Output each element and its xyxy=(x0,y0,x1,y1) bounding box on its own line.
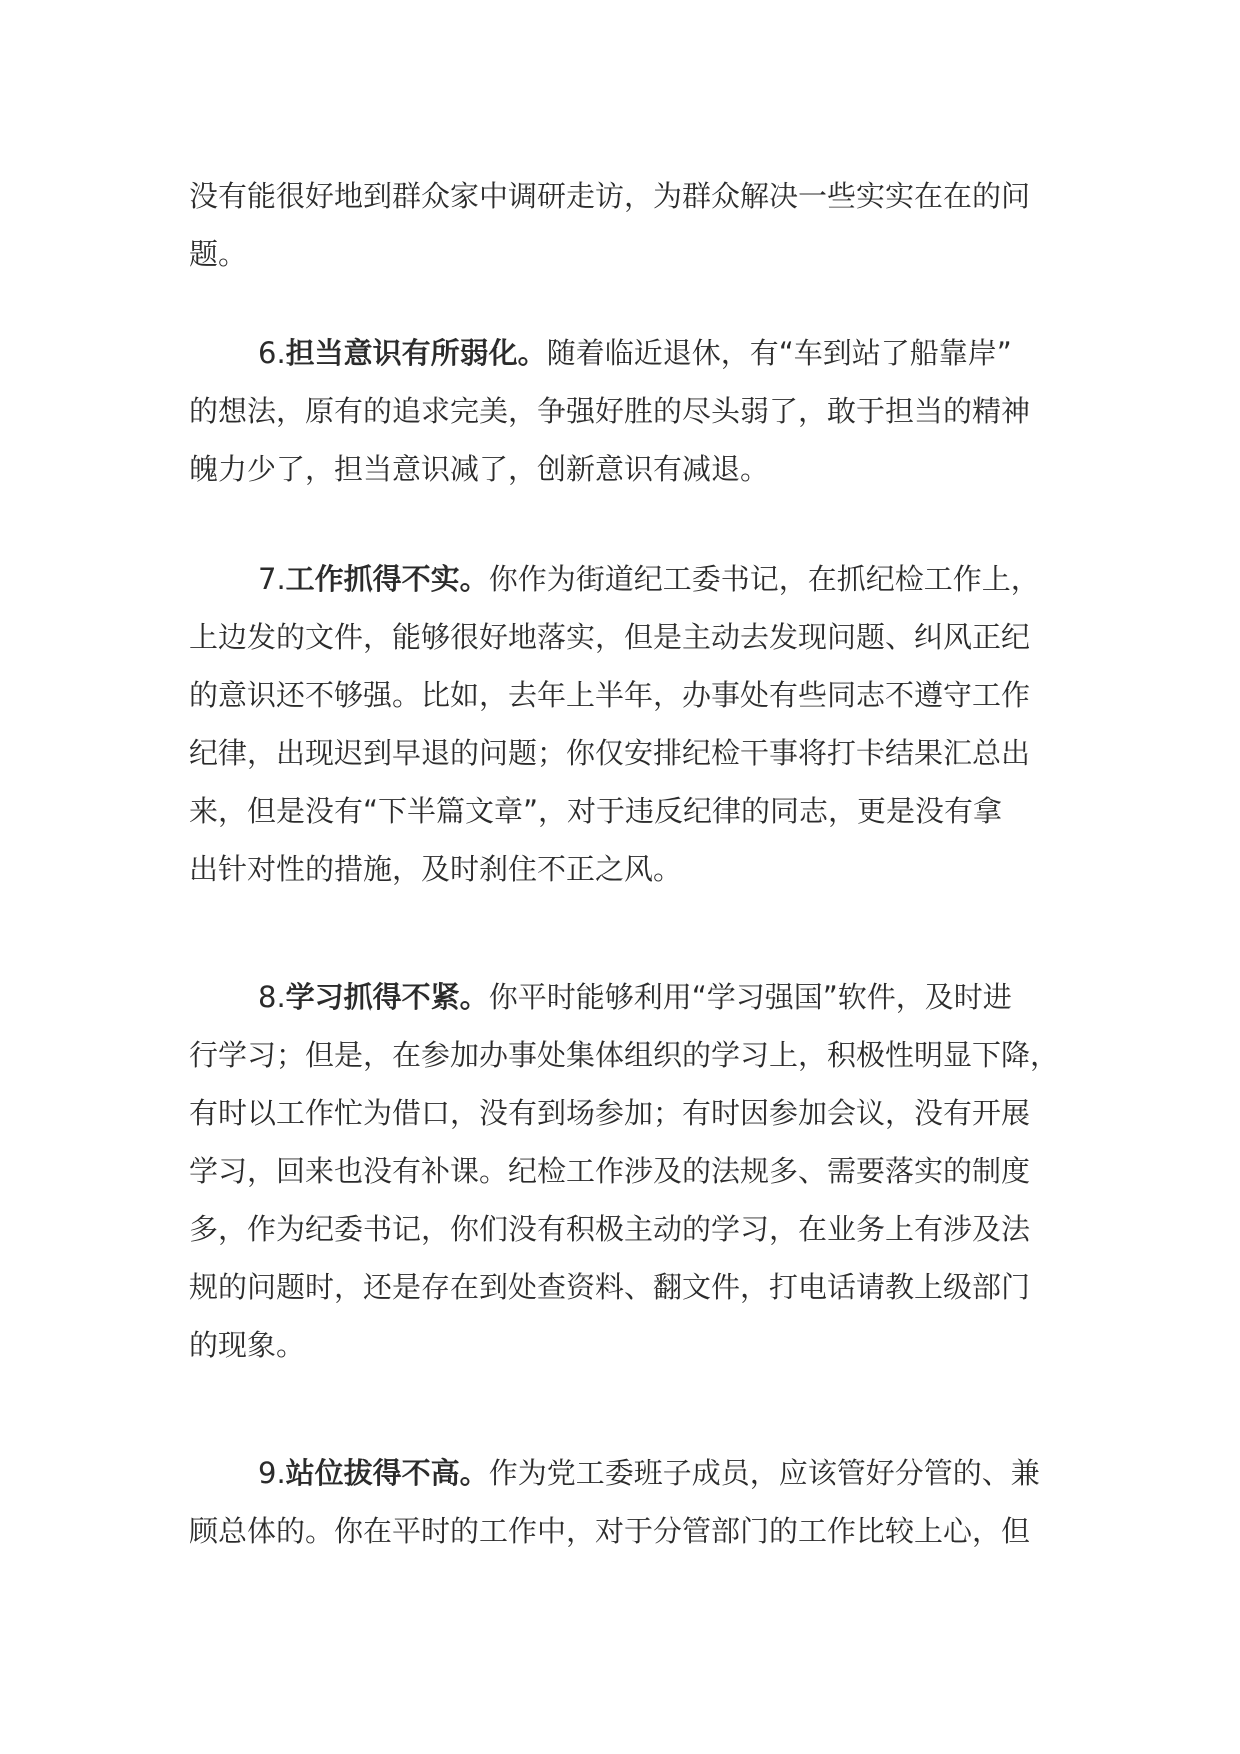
paragraph-line: 没有能很好地到群众家中调研走访，为群众解决一些实实在在的问 xyxy=(189,179,1031,213)
item-number: 9. xyxy=(258,1456,286,1490)
paragraph-line: 的现象。 xyxy=(189,1328,306,1362)
item-number: 7. xyxy=(258,562,286,596)
paragraph-line: 魄力少了，担当意识减了，创新意识有减退。 xyxy=(189,452,770,486)
paragraph-line: 出针对性的措施，及时刹住不正之风。 xyxy=(189,852,683,886)
paragraph-line: 纪律，出现迟到早退的问题；你仅安排纪检干事将打卡结果汇总出 xyxy=(189,736,1031,770)
item-heading: 工作抓得不实。 xyxy=(285,562,489,596)
first-line-text: 你平时能够利用“学习强国”软件，及时进 xyxy=(488,980,1012,1014)
paragraph-line: 行学习；但是，在参加办事处集体组织的学习上，积极性明显下降， xyxy=(189,1038,1060,1072)
paragraph-line: 学习，回来也没有补课。纪检工作涉及的法规多、需要落实的制度 xyxy=(189,1154,1031,1188)
item-heading: 站位拔得不高。 xyxy=(285,1456,489,1490)
paragraph-line: 上边发的文件，能够很好地落实，但是主动去发现问题、纠风正纪 xyxy=(189,620,1031,654)
paragraph-first-line xyxy=(258,977,1012,1017)
paragraph-first-line xyxy=(258,1453,1040,1493)
paragraph-line: 的意识还不够强。比如，去年上半年，办事处有些同志不遵守工作 xyxy=(189,678,1031,712)
paragraph-line: 规的问题时，还是存在到处查资料、翻文件，打电话请教上级部门 xyxy=(189,1270,1031,1304)
paragraph-first-line xyxy=(258,559,1040,599)
paragraph-line: 题。 xyxy=(189,237,248,271)
paragraph-line: 顾总体的。你在平时的工作中，对于分管部门的工作比较上心，但 xyxy=(189,1514,1031,1548)
item-number: 8. xyxy=(258,980,286,1014)
item-heading: 担当意识有所弱化。 xyxy=(285,336,547,370)
paragraph-line: 来，但是没有“下半篇文章”，对于违反纪律的同志，更是没有拿 xyxy=(189,794,1003,828)
first-line-text: 随着临近退休，有“车到站了船靠岸” xyxy=(546,336,1012,370)
paragraph-line: 多，作为纪委书记，你们没有积极主动的学习，在业务上有涉及法 xyxy=(189,1212,1031,1246)
paragraph-line: 有时以工作忙为借口，没有到场参加；有时因参加会议，没有开展 xyxy=(189,1096,1031,1130)
first-line-text: 作为党工委班子成员，应该管好分管的、兼 xyxy=(488,1456,1040,1490)
first-line-text: 你作为街道纪工委书记，在抓纪检工作上， xyxy=(488,562,1040,596)
item-heading: 学习抓得不紧。 xyxy=(285,980,489,1014)
paragraph-line: 的想法，原有的追求完美，争强好胜的尽头弱了，敢于担当的精神 xyxy=(189,394,1031,428)
paragraph-first-line xyxy=(258,333,1012,373)
item-number: 6. xyxy=(258,336,286,370)
